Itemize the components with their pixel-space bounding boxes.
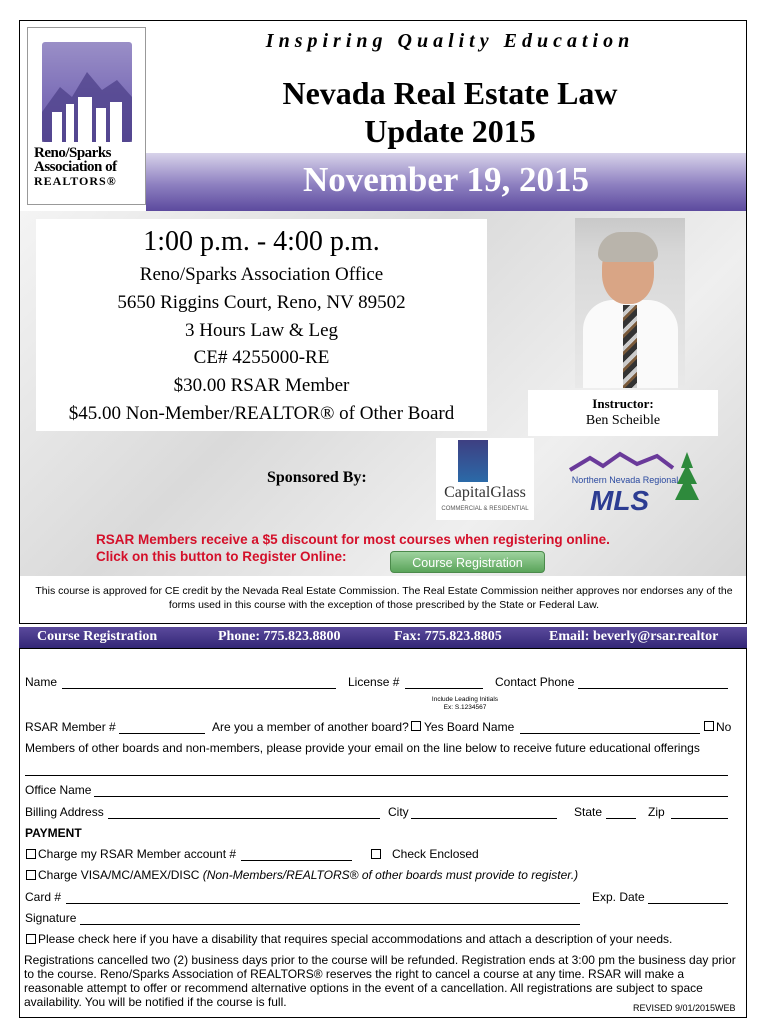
license-hint-line2: Ex: S.1234567 (443, 704, 487, 711)
bar-phone: Phone: 775.823.8800 (218, 629, 341, 644)
board-name-field[interactable] (520, 721, 700, 734)
check-enclosed-label: Check Enclosed (392, 847, 479, 861)
course-date: November 19, 2015 (302, 160, 590, 199)
instructor-name: Ben Scheible (585, 413, 661, 428)
rsar-member-field[interactable] (119, 721, 205, 734)
capital-glass-name: CapitalGlass (444, 484, 526, 501)
logo-text-line1: Reno/Sparks (34, 145, 112, 161)
charge-visa-checkbox[interactable] (26, 870, 36, 880)
other-board-question: Are you a member of another board? (212, 720, 409, 734)
name-label: Name (25, 675, 58, 689)
exp-date-label: Exp. Date (592, 890, 645, 904)
check-enclosed-checkbox[interactable] (371, 849, 381, 859)
instructor-tie (623, 305, 637, 388)
instructor-hair (598, 232, 658, 262)
promo-discount-text: RSAR Members receive a $5 discount for most courses when registering online. (96, 532, 610, 547)
city-skyline-icon (42, 42, 132, 142)
nnr-label: Northern Nevada Regional (571, 475, 679, 485)
bar-course-registration: Course Registration (37, 629, 158, 644)
disability-checkbox[interactable] (26, 934, 36, 944)
course-location: Reno/Sparks Association Office (139, 264, 384, 285)
disability-label: Please check here if you have a disability that requires special accommodations and attach a description of your needs. (38, 932, 673, 946)
city-field[interactable] (411, 806, 557, 819)
page-title-line2: Update 2015 (364, 113, 536, 149)
course-registration-button[interactable]: Course Registration (390, 551, 545, 573)
bar-email: Email: beverly@rsar.realtor (549, 629, 719, 644)
charge-rsar-checkbox[interactable] (26, 849, 36, 859)
yes-board-checkbox[interactable] (411, 721, 421, 731)
signature-label: Signature (25, 911, 77, 925)
charge-rsar-label: Charge my RSAR Member account # (38, 847, 237, 861)
license-field[interactable] (405, 676, 483, 689)
name-field[interactable] (62, 676, 336, 689)
capitol-building-icon (458, 440, 488, 482)
bar-fax: Fax: 775.823.8805 (394, 629, 502, 644)
card-number-field[interactable] (66, 891, 580, 904)
revision-note: REVISED 9/01/2015WEB (633, 1003, 736, 1013)
charge-visa-note: (Non-Members/REALTORS® of other boards must provide to register.) (202, 868, 579, 882)
billing-address-field[interactable] (108, 806, 380, 819)
charge-visa-label (38, 868, 578, 882)
office-name-label: Office Name (25, 783, 92, 797)
exp-date-field[interactable] (648, 891, 728, 904)
ce-disclaimer: This course is approved for CE credit by the Nevada Real Estate Commission. The Real Estate Commission neither approves nor endorses any of the forms used in this course with the exception of those prescribed by the State or Federal Law. (35, 585, 733, 611)
card-label: Card # (25, 890, 62, 904)
capital-glass-subtitle: COMMERCIAL & RESIDENTIAL (441, 506, 529, 512)
signature-field[interactable] (80, 912, 580, 925)
zip-field[interactable] (671, 806, 728, 819)
course-time: 1:00 p.m. - 4:00 p.m. (143, 226, 380, 257)
payment-heading: PAYMENT (25, 826, 82, 840)
instructor-label: Instructor: (592, 396, 654, 411)
yes-board-name-label: Yes Board Name (424, 720, 515, 734)
page-title-line1: Nevada Real Estate Law (282, 75, 618, 111)
city-label: City (388, 805, 409, 819)
license-label: License # (348, 675, 400, 689)
logo-text (34, 146, 142, 188)
no-label: No (716, 720, 732, 734)
state-label: State (574, 805, 603, 819)
tagline: Inspiring Quality Education (265, 30, 635, 52)
charge-visa-text: Charge VISA/MC/AMEX/DISC (38, 868, 200, 882)
promo-register-text: Click on this button to Register Online: (96, 549, 347, 564)
sponsored-by-label: Sponsored By: (267, 469, 367, 486)
mls-label: MLS (590, 485, 650, 516)
rsar-account-field[interactable] (241, 848, 352, 861)
no-board-checkbox[interactable] (704, 721, 714, 731)
email-field[interactable] (25, 763, 728, 776)
members-email-label: Members of other boards and non-members, please provide your email on the line below to receive future educational offerings (25, 741, 700, 755)
contact-phone-field[interactable] (578, 676, 728, 689)
license-hint-line1: Include Leading Initials (431, 696, 499, 703)
course-ce-number: CE# 4255000-RE (193, 347, 330, 368)
member-price: $30.00 RSAR Member (173, 375, 350, 396)
zip-label: Zip (648, 805, 665, 819)
rsar-logo (27, 27, 146, 205)
state-field[interactable] (606, 806, 636, 819)
rsar-member-label: RSAR Member # (25, 720, 116, 734)
cancellation-policy: Registrations cancelled two (2) business days prior to the course will be refunded. Registration ends at 3:00 pm the business day prior to the course. Reno/Sparks Association of REALTORS® reserves the right to cancel a course at any time. RSAR will make a reasonable attempt to offer or recommend alternative options in the event of a cancellation. All registrations are subject to space availability. You will be notified if the course is full. (24, 953, 736, 1009)
logo-text-line3: REALTORS® (34, 174, 117, 188)
course-hours: 3 Hours Law & Leg (184, 320, 339, 341)
logo-text-line2: Association of (34, 159, 117, 175)
office-name-field[interactable] (94, 784, 728, 797)
course-address: 5650 Riggins Court, Reno, NV 89502 (117, 292, 406, 313)
contact-phone-label: Contact Phone (495, 675, 575, 689)
license-hint (400, 696, 530, 712)
billing-address-label: Billing Address (25, 805, 104, 819)
nonmember-price: $45.00 Non-Member/REALTOR® of Other Board (68, 403, 455, 424)
